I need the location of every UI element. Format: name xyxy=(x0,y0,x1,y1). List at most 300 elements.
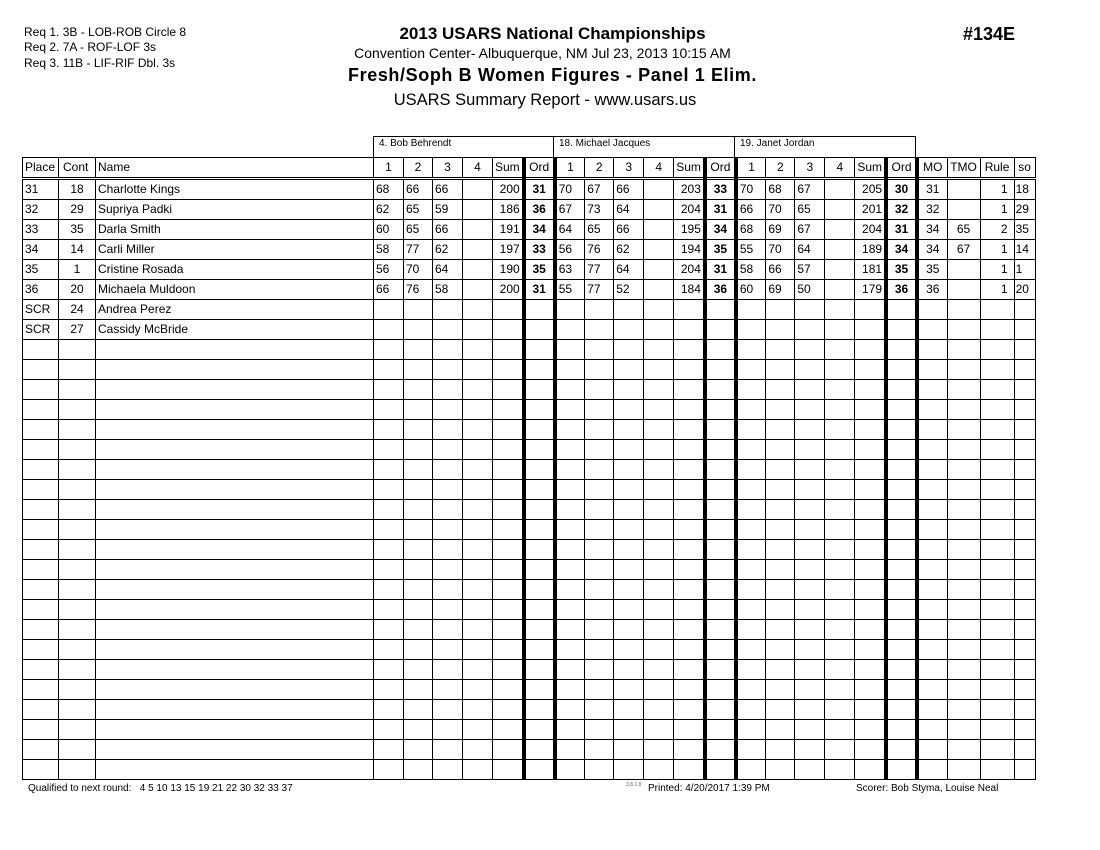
cell-j3-ord xyxy=(886,700,917,720)
cell-j3-ord xyxy=(886,360,917,380)
cell-j3-ord: 34 xyxy=(886,240,917,260)
cell-mo xyxy=(917,760,947,780)
cell-j3-ord xyxy=(886,520,917,540)
cell-cont xyxy=(59,760,96,780)
cell-j1-ord xyxy=(524,740,555,760)
cell-j1-fig3: 62 xyxy=(433,240,463,260)
cell-j2-fig3 xyxy=(614,680,644,700)
cell-rule: 1 xyxy=(980,260,1014,280)
cell-name xyxy=(96,440,374,460)
cell-j1-fig1 xyxy=(374,540,404,560)
cell-j2-fig4 xyxy=(644,360,674,380)
cell-j2-ord xyxy=(705,480,736,500)
cell-j1-fig4 xyxy=(463,360,493,380)
cell-cont xyxy=(59,420,96,440)
cell-j3-fig3 xyxy=(795,460,825,480)
cell-rule: 1 xyxy=(980,240,1014,260)
cell-j1-fig3 xyxy=(433,720,463,740)
cell-j1-fig1: 58 xyxy=(374,240,404,260)
cell-j1-sum: 200 xyxy=(493,179,524,200)
cell-j3-fig4 xyxy=(825,300,855,320)
cell-j1-fig1 xyxy=(374,500,404,520)
judge-header-1 xyxy=(373,136,554,157)
cell-mo xyxy=(917,540,947,560)
empty-row xyxy=(23,360,1036,380)
cell-j3-fig3 xyxy=(795,680,825,700)
cell-j2-fig1 xyxy=(555,500,585,520)
cell-j1-fig2 xyxy=(404,600,433,620)
cell-j3-fig4 xyxy=(825,540,855,560)
cell-j1-fig4 xyxy=(463,680,493,700)
cell-place xyxy=(23,540,59,560)
judge-header-3 xyxy=(734,136,916,157)
cell-so xyxy=(1014,660,1035,680)
cell-j3-fig2 xyxy=(766,320,795,340)
cell-j3-fig4 xyxy=(825,560,855,580)
cell-j3-ord xyxy=(886,380,917,400)
empty-row xyxy=(23,480,1036,500)
cell-j2-fig1: 56 xyxy=(555,240,585,260)
cell-rule: 1 xyxy=(980,179,1014,200)
cell-j3-fig1 xyxy=(736,460,766,480)
cell-rule xyxy=(980,560,1014,580)
cell-j3-fig1 xyxy=(736,500,766,520)
cell-j1-fig1 xyxy=(374,420,404,440)
cell-j1-ord xyxy=(524,440,555,460)
cell-j3-fig2 xyxy=(766,500,795,520)
cell-j3-fig4 xyxy=(825,340,855,360)
cell-j2-fig1 xyxy=(555,680,585,700)
cell-j3-fig1 xyxy=(736,720,766,740)
col-j3-fig1: 1 xyxy=(736,158,766,179)
cell-j3-fig3 xyxy=(795,700,825,720)
cell-j2-fig3: 64 xyxy=(614,260,644,280)
cell-j3-fig4 xyxy=(825,220,855,240)
cell-j3-sum: 181 xyxy=(855,260,886,280)
empty-row xyxy=(23,720,1036,740)
cell-place: SCR xyxy=(23,320,59,340)
cell-j1-ord xyxy=(524,760,555,780)
table-row xyxy=(23,280,1036,300)
cell-j1-fig4 xyxy=(463,200,493,220)
cell-j2-sum xyxy=(674,400,705,420)
cell-j2-fig1 xyxy=(555,420,585,440)
cell-j1-fig2: 65 xyxy=(404,200,433,220)
cell-j1-ord: 34 xyxy=(524,220,555,240)
cell-j2-sum xyxy=(674,380,705,400)
cell-j3-fig3 xyxy=(795,500,825,520)
cell-tmo xyxy=(947,260,980,280)
cell-j2-fig3 xyxy=(614,520,644,540)
cell-j1-fig1 xyxy=(374,340,404,360)
cell-tmo xyxy=(947,680,980,700)
cell-tmo xyxy=(947,640,980,660)
cell-j3-fig2 xyxy=(766,700,795,720)
cell-j1-fig4 xyxy=(463,760,493,780)
cell-j2-fig2 xyxy=(585,720,614,740)
cell-j3-ord xyxy=(886,540,917,560)
cell-j3-fig4 xyxy=(825,400,855,420)
col-j3-sum: Sum xyxy=(855,158,886,179)
cell-j3-fig3 xyxy=(795,360,825,380)
cell-j3-fig1 xyxy=(736,680,766,700)
cell-cont xyxy=(59,720,96,740)
cell-j3-fig2 xyxy=(766,620,795,640)
cell-cont: 29 xyxy=(59,200,96,220)
cell-j2-fig1: 55 xyxy=(555,280,585,300)
cell-name xyxy=(96,680,374,700)
cell-j2-fig4 xyxy=(644,720,674,740)
cell-j2-fig3 xyxy=(614,340,644,360)
cell-j2-fig4 xyxy=(644,179,674,200)
cell-j1-fig1 xyxy=(374,740,404,760)
col-j2-fig4: 4 xyxy=(644,158,674,179)
cell-so xyxy=(1014,720,1035,740)
cell-so xyxy=(1014,400,1035,420)
cell-j1-fig1 xyxy=(374,600,404,620)
cell-name: Cassidy McBride xyxy=(96,320,374,340)
event-title: Fresh/Soph B Women Figures - Panel 1 Elim. xyxy=(348,65,757,85)
cell-j2-ord xyxy=(705,300,736,320)
cell-cont xyxy=(59,660,96,680)
cell-j3-sum xyxy=(855,660,886,680)
cell-j2-fig4 xyxy=(644,480,674,500)
cell-j1-fig2 xyxy=(404,380,433,400)
cell-j3-fig3 xyxy=(795,300,825,320)
cell-j2-fig1: 67 xyxy=(555,200,585,220)
cell-j2-fig4 xyxy=(644,560,674,580)
cell-j2-sum xyxy=(674,540,705,560)
cell-so: 29 xyxy=(1014,200,1035,220)
cell-j2-fig2 xyxy=(585,600,614,620)
cell-j2-fig3 xyxy=(614,620,644,640)
cell-j3-fig3 xyxy=(795,580,825,600)
cell-name xyxy=(96,700,374,720)
cell-j2-fig4 xyxy=(644,700,674,720)
col-j3-fig3: 3 xyxy=(795,158,825,179)
cell-j3-fig3 xyxy=(795,640,825,660)
cell-j2-fig2 xyxy=(585,560,614,580)
cell-j1-fig3 xyxy=(433,460,463,480)
cell-j2-fig2 xyxy=(585,740,614,760)
cell-mo xyxy=(917,700,947,720)
cell-j1-fig3: 59 xyxy=(433,200,463,220)
cell-name: Supriya Padki xyxy=(96,200,374,220)
cell-cont: 14 xyxy=(59,240,96,260)
cell-tmo xyxy=(947,740,980,760)
cell-j2-fig4 xyxy=(644,240,674,260)
cell-j2-fig3 xyxy=(614,420,644,440)
cell-j3-ord xyxy=(886,720,917,740)
cell-j3-fig1: 60 xyxy=(736,280,766,300)
cell-j2-sum: 204 xyxy=(674,260,705,280)
cell-j2-fig4 xyxy=(644,500,674,520)
cell-j1-ord: 31 xyxy=(524,280,555,300)
col-j1-fig4: 4 xyxy=(463,158,493,179)
cell-so xyxy=(1014,340,1035,360)
cell-j1-fig4 xyxy=(463,179,493,200)
cell-so xyxy=(1014,580,1035,600)
cell-j3-fig3 xyxy=(795,760,825,780)
cell-j2-fig4 xyxy=(644,740,674,760)
cell-j1-fig2 xyxy=(404,320,433,340)
table-row xyxy=(23,179,1036,200)
cell-j3-ord xyxy=(886,460,917,480)
cell-j2-sum xyxy=(674,420,705,440)
cell-j2-sum: 184 xyxy=(674,280,705,300)
cell-j3-fig3 xyxy=(795,440,825,460)
col-j1-fig3: 3 xyxy=(433,158,463,179)
cell-rule xyxy=(980,480,1014,500)
cell-place xyxy=(23,700,59,720)
cell-name xyxy=(96,340,374,360)
cell-j2-fig1 xyxy=(555,340,585,360)
cell-j3-sum: 179 xyxy=(855,280,886,300)
cell-j2-fig2 xyxy=(585,620,614,640)
cell-j2-fig1 xyxy=(555,360,585,380)
cell-cont xyxy=(59,480,96,500)
cell-j3-fig2: 70 xyxy=(766,200,795,220)
cell-j2-fig2: 65 xyxy=(585,220,614,240)
cell-j1-ord xyxy=(524,420,555,440)
col-place: Place xyxy=(23,158,59,179)
cell-j3-fig1 xyxy=(736,420,766,440)
empty-row xyxy=(23,580,1036,600)
cell-so xyxy=(1014,320,1035,340)
cell-j2-fig3: 66 xyxy=(614,179,644,200)
cell-tmo xyxy=(947,300,980,320)
cell-j1-fig4 xyxy=(463,300,493,320)
cell-j2-sum xyxy=(674,460,705,480)
cell-j3-fig4 xyxy=(825,760,855,780)
cell-j1-fig2: 77 xyxy=(404,240,433,260)
cell-rule xyxy=(980,580,1014,600)
cell-place: SCR xyxy=(23,300,59,320)
cell-place xyxy=(23,620,59,640)
cell-j1-fig3 xyxy=(433,360,463,380)
cell-j2-fig1 xyxy=(555,380,585,400)
cell-j3-fig4 xyxy=(825,240,855,260)
requirement-1: Req 1. 3B - LOB-ROB Circle 8 xyxy=(24,25,187,39)
cell-j3-fig3: 64 xyxy=(795,240,825,260)
cell-j3-fig1 xyxy=(736,380,766,400)
cell-tmo xyxy=(947,360,980,380)
cell-rule xyxy=(980,500,1014,520)
cell-j2-ord xyxy=(705,420,736,440)
cell-mo: 36 xyxy=(917,280,947,300)
cell-j3-fig1 xyxy=(736,600,766,620)
empty-row xyxy=(23,340,1036,360)
cell-j3-fig4 xyxy=(825,600,855,620)
cell-rule xyxy=(980,600,1014,620)
empty-row xyxy=(23,600,1036,620)
cell-j3-fig4 xyxy=(825,179,855,200)
cell-name xyxy=(96,520,374,540)
cell-cont xyxy=(59,340,96,360)
empty-row xyxy=(23,520,1036,540)
cell-j2-fig1 xyxy=(555,300,585,320)
cell-j1-ord xyxy=(524,520,555,540)
col-tmo: TMO xyxy=(947,158,980,179)
cell-mo xyxy=(917,520,947,540)
cell-j3-sum xyxy=(855,500,886,520)
cell-j1-fig1 xyxy=(374,520,404,540)
cell-j3-fig2 xyxy=(766,740,795,760)
cell-j1-ord xyxy=(524,680,555,700)
cell-tmo xyxy=(947,660,980,680)
cell-j1-fig3 xyxy=(433,700,463,720)
cell-j2-fig4 xyxy=(644,580,674,600)
cell-j2-ord xyxy=(705,460,736,480)
cell-j3-fig1 xyxy=(736,360,766,380)
cell-place xyxy=(23,440,59,460)
cell-j1-fig3 xyxy=(433,520,463,540)
cell-j1-fig2 xyxy=(404,700,433,720)
cell-j3-ord: 36 xyxy=(886,280,917,300)
cell-name xyxy=(96,720,374,740)
col-j3-fig2: 2 xyxy=(766,158,795,179)
cell-j2-sum: 194 xyxy=(674,240,705,260)
cell-j2-fig2 xyxy=(585,680,614,700)
cell-j1-sum xyxy=(493,340,524,360)
cell-tmo xyxy=(947,560,980,580)
cell-so xyxy=(1014,360,1035,380)
cell-j2-sum xyxy=(674,600,705,620)
cell-so xyxy=(1014,420,1035,440)
requirement-2: Req 2. 7A - ROF-LOF 3s xyxy=(24,40,157,54)
cell-j1-fig4 xyxy=(463,740,493,760)
cell-place xyxy=(23,400,59,420)
cell-j1-fig1: 60 xyxy=(374,220,404,240)
cell-j2-fig2 xyxy=(585,420,614,440)
cell-j3-sum xyxy=(855,580,886,600)
cell-j2-fig4 xyxy=(644,640,674,660)
cell-j3-fig1 xyxy=(736,760,766,780)
cell-j3-ord xyxy=(886,480,917,500)
cell-j1-fig2 xyxy=(404,720,433,740)
cell-name xyxy=(96,760,374,780)
cell-j1-ord xyxy=(524,380,555,400)
cell-tmo xyxy=(947,420,980,440)
cell-j1-fig4 xyxy=(463,220,493,240)
cell-name xyxy=(96,580,374,600)
results-table xyxy=(22,157,1036,780)
cell-j1-fig4 xyxy=(463,400,493,420)
cell-j3-fig4 xyxy=(825,520,855,540)
cell-j1-fig4 xyxy=(463,560,493,580)
cell-j2-fig1 xyxy=(555,400,585,420)
cell-j1-fig1 xyxy=(374,360,404,380)
cell-j1-ord xyxy=(524,600,555,620)
cell-tmo xyxy=(947,200,980,220)
cell-j2-fig4 xyxy=(644,380,674,400)
cell-j2-fig3 xyxy=(614,660,644,680)
cell-j2-fig3 xyxy=(614,480,644,500)
cell-j1-sum xyxy=(493,680,524,700)
cell-j1-sum: 200 xyxy=(493,280,524,300)
cell-j3-fig1: 68 xyxy=(736,220,766,240)
cell-cont: 1 xyxy=(59,260,96,280)
cell-j3-fig4 xyxy=(825,660,855,680)
cell-j3-fig3 xyxy=(795,560,825,580)
cell-cont: 24 xyxy=(59,300,96,320)
cell-mo: 34 xyxy=(917,240,947,260)
cell-place xyxy=(23,500,59,520)
cell-mo: 31 xyxy=(917,179,947,200)
cell-j2-sum xyxy=(674,300,705,320)
cell-j3-fig1 xyxy=(736,540,766,560)
cell-j2-sum xyxy=(674,520,705,540)
cell-j1-fig3 xyxy=(433,540,463,560)
cell-j1-fig2 xyxy=(404,640,433,660)
cell-j1-ord: 35 xyxy=(524,260,555,280)
cell-j2-fig4 xyxy=(644,340,674,360)
cell-rule xyxy=(980,360,1014,380)
cell-j3-ord xyxy=(886,340,917,360)
cell-j3-fig3 xyxy=(795,480,825,500)
col-rule: Rule xyxy=(980,158,1014,179)
cell-name: Michaela Muldoon xyxy=(96,280,374,300)
cell-rule xyxy=(980,680,1014,700)
cell-j1-sum xyxy=(493,480,524,500)
cell-j2-fig2 xyxy=(585,460,614,480)
cell-j1-fig3 xyxy=(433,300,463,320)
cell-tmo: 65 xyxy=(947,220,980,240)
printed-timestamp: Printed: 4/20/2017 1:39 PM xyxy=(648,783,770,794)
cell-tmo xyxy=(947,700,980,720)
cell-j1-sum xyxy=(493,320,524,340)
cell-cont xyxy=(59,460,96,480)
cell-j3-sum xyxy=(855,520,886,540)
cell-j2-sum xyxy=(674,580,705,600)
cell-j1-sum xyxy=(493,460,524,480)
cell-j3-fig3 xyxy=(795,340,825,360)
cell-j2-fig1 xyxy=(555,580,585,600)
cell-j1-sum xyxy=(493,740,524,760)
cell-j3-sum xyxy=(855,340,886,360)
cell-tmo xyxy=(947,480,980,500)
cell-j1-fig2 xyxy=(404,740,433,760)
cell-j2-sum xyxy=(674,440,705,460)
cell-mo xyxy=(917,680,947,700)
cell-j2-fig2 xyxy=(585,500,614,520)
cell-j3-fig1 xyxy=(736,520,766,540)
cell-j3-fig2 xyxy=(766,540,795,560)
cell-j1-fig4 xyxy=(463,460,493,480)
cell-place xyxy=(23,580,59,600)
qualified-label: Qualified to next round: xyxy=(28,783,132,794)
cell-mo xyxy=(917,560,947,580)
cell-j1-sum xyxy=(493,600,524,620)
table-row xyxy=(23,240,1036,260)
cell-j1-sum xyxy=(493,440,524,460)
cell-j3-ord xyxy=(886,760,917,780)
cell-j1-fig1 xyxy=(374,720,404,740)
cell-j2-sum xyxy=(674,640,705,660)
cell-mo xyxy=(917,340,947,360)
cell-name xyxy=(96,460,374,480)
cell-j2-fig2 xyxy=(585,700,614,720)
cell-j2-ord xyxy=(705,440,736,460)
cell-so: 18 xyxy=(1014,179,1035,200)
cell-j1-fig4 xyxy=(463,320,493,340)
cell-j1-fig1 xyxy=(374,380,404,400)
cell-j2-ord xyxy=(705,400,736,420)
cell-mo xyxy=(917,640,947,660)
cell-rule xyxy=(980,320,1014,340)
cell-j1-fig3: 66 xyxy=(433,220,463,240)
cell-j1-sum xyxy=(493,760,524,780)
